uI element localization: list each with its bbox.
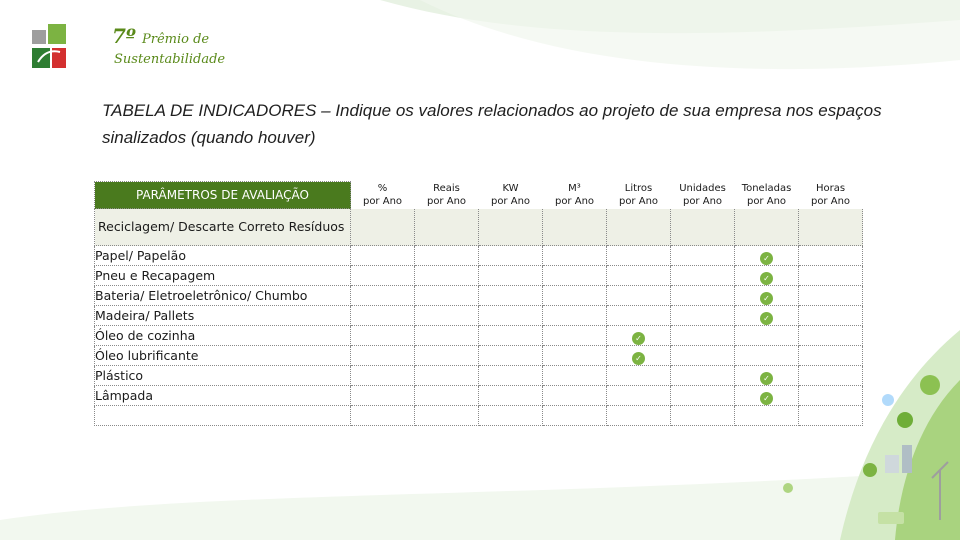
table-row <box>95 286 863 306</box>
input-cell[interactable] <box>543 406 607 426</box>
input-cell[interactable] <box>415 286 479 306</box>
input-cell[interactable] <box>415 306 479 326</box>
row-label: Óleo lubrificante <box>95 346 351 366</box>
input-cell[interactable] <box>671 406 735 426</box>
input-cell[interactable] <box>351 366 415 386</box>
input-cell[interactable] <box>543 266 607 286</box>
input-cell[interactable] <box>735 346 799 366</box>
input-cell[interactable] <box>479 306 543 326</box>
group-label: Reciclagem/ Descarte Correto Resíduos <box>95 209 351 246</box>
table-row <box>95 386 863 406</box>
row-label <box>95 406 351 426</box>
input-cell[interactable] <box>607 266 671 286</box>
table-row <box>95 306 863 326</box>
unit-period: por Ano <box>362 196 403 207</box>
input-cell[interactable] <box>479 209 543 246</box>
input-cell[interactable] <box>415 346 479 366</box>
check-icon: ✓ <box>760 252 773 265</box>
input-cell[interactable] <box>671 386 735 406</box>
input-cell[interactable] <box>735 406 799 426</box>
input-cell[interactable] <box>479 266 543 286</box>
input-cell[interactable] <box>735 386 799 406</box>
input-cell[interactable] <box>607 346 671 366</box>
input-cell[interactable] <box>671 246 735 266</box>
row-label: Plástico <box>95 366 351 386</box>
input-cell[interactable] <box>735 326 799 346</box>
input-cell[interactable] <box>543 306 607 326</box>
input-cell[interactable] <box>415 246 479 266</box>
input-cell[interactable] <box>799 326 863 346</box>
unit-name: Reais <box>433 183 460 194</box>
input-cell[interactable] <box>671 346 735 366</box>
unit-header <box>351 182 415 209</box>
unit-header <box>799 182 863 209</box>
input-cell[interactable] <box>543 209 607 246</box>
unit-header <box>543 182 607 209</box>
page-title: TABELA DE INDICADORES – Indique os valores relacionados ao projeto de sua empresa nos espaços sinalizados (quando houver) <box>102 101 882 147</box>
input-cell[interactable] <box>799 386 863 406</box>
input-cell[interactable] <box>351 266 415 286</box>
input-cell[interactable] <box>671 326 735 346</box>
input-cell[interactable] <box>735 306 799 326</box>
input-cell[interactable] <box>799 266 863 286</box>
table-body <box>95 209 863 426</box>
unit-period: por Ano <box>426 196 467 207</box>
unit-period: por Ano <box>682 196 723 207</box>
unit-name: M³ <box>568 183 581 194</box>
input-cell[interactable] <box>543 346 607 366</box>
input-cell[interactable] <box>799 306 863 326</box>
input-cell[interactable] <box>479 286 543 306</box>
input-cell[interactable] <box>799 366 863 386</box>
unit-period: por Ano <box>746 196 787 207</box>
unit-name: % <box>377 183 388 194</box>
unit-header <box>735 182 799 209</box>
input-cell[interactable] <box>543 366 607 386</box>
input-cell[interactable] <box>351 386 415 406</box>
check-icon: ✓ <box>760 392 773 405</box>
table-row <box>95 346 863 366</box>
logo-award-name: Prêmio de <box>142 32 210 47</box>
input-cell[interactable] <box>479 346 543 366</box>
indicators-table <box>94 181 863 426</box>
input-cell[interactable] <box>479 406 543 426</box>
input-cell[interactable] <box>735 366 799 386</box>
unit-name: Unidades <box>679 183 726 194</box>
input-cell[interactable] <box>799 246 863 266</box>
input-cell[interactable] <box>479 386 543 406</box>
check-icon: ✓ <box>760 272 773 285</box>
check-icon: ✓ <box>760 372 773 385</box>
input-cell[interactable] <box>351 246 415 266</box>
input-cell[interactable] <box>351 346 415 366</box>
input-cell[interactable] <box>607 286 671 306</box>
input-cell[interactable] <box>415 209 479 246</box>
input-cell[interactable] <box>671 366 735 386</box>
input-cell[interactable] <box>607 366 671 386</box>
input-cell[interactable] <box>799 346 863 366</box>
input-cell[interactable] <box>351 406 415 426</box>
input-cell[interactable] <box>479 326 543 346</box>
check-icon: ✓ <box>760 292 773 305</box>
row-label: Madeira/ Pallets <box>95 306 351 326</box>
parameters-header: PARÂMETROS DE AVALIAÇÃO <box>95 182 351 209</box>
input-cell[interactable] <box>607 406 671 426</box>
award-logo <box>30 22 230 74</box>
logo-squares <box>30 22 70 72</box>
check-icon: ✓ <box>760 312 773 325</box>
input-cell[interactable] <box>415 266 479 286</box>
input-cell[interactable] <box>735 286 799 306</box>
input-cell[interactable] <box>415 366 479 386</box>
input-cell[interactable] <box>671 286 735 306</box>
input-cell[interactable] <box>735 266 799 286</box>
input-cell[interactable] <box>735 246 799 266</box>
check-icon: ✓ <box>632 332 645 345</box>
input-cell[interactable] <box>543 326 607 346</box>
input-cell[interactable] <box>415 326 479 346</box>
input-cell[interactable] <box>543 386 607 406</box>
row-label: Pneu e Recapagem <box>95 266 351 286</box>
unit-period: por Ano <box>554 196 595 207</box>
unit-name: Litros <box>624 183 653 194</box>
unit-header <box>671 182 735 209</box>
unit-period: por Ano <box>810 196 851 207</box>
unit-period: por Ano <box>618 196 659 207</box>
unit-header <box>607 182 671 209</box>
row-label: Bateria/ Eletroeletrônico/ Chumbo <box>95 286 351 306</box>
input-cell[interactable] <box>799 406 863 426</box>
input-cell[interactable] <box>479 246 543 266</box>
input-cell[interactable] <box>543 286 607 306</box>
input-cell[interactable] <box>607 246 671 266</box>
input-cell[interactable] <box>607 386 671 406</box>
input-cell[interactable] <box>479 366 543 386</box>
table-row <box>95 326 863 346</box>
input-cell[interactable] <box>351 306 415 326</box>
input-cell[interactable] <box>735 209 799 246</box>
check-icon: ✓ <box>632 352 645 365</box>
unit-name: KW <box>502 183 519 194</box>
input-cell[interactable] <box>351 286 415 306</box>
input-cell[interactable] <box>543 246 607 266</box>
row-label: Lâmpada <box>95 386 351 406</box>
input-cell[interactable] <box>607 326 671 346</box>
unit-name: Toneladas <box>741 183 792 194</box>
logo-theme: Sustentabilidade <box>114 52 226 67</box>
unit-header <box>479 182 543 209</box>
input-cell[interactable] <box>351 326 415 346</box>
table-row <box>95 246 863 266</box>
input-cell[interactable] <box>415 406 479 426</box>
table-row <box>95 406 863 426</box>
row-label: Papel/ Papelão <box>95 246 351 266</box>
input-cell[interactable] <box>671 266 735 286</box>
input-cell[interactable] <box>799 286 863 306</box>
unit-header <box>415 182 479 209</box>
logo-edition: 7º <box>112 24 136 48</box>
group-row <box>95 209 863 246</box>
table-row <box>95 266 863 286</box>
input-cell[interactable] <box>671 306 735 326</box>
input-cell[interactable] <box>671 209 735 246</box>
input-cell[interactable] <box>415 386 479 406</box>
input-cell[interactable] <box>799 209 863 246</box>
input-cell[interactable] <box>607 306 671 326</box>
unit-period: por Ano <box>490 196 531 207</box>
row-label: Óleo de cozinha <box>95 326 351 346</box>
input-cell[interactable] <box>351 209 415 246</box>
input-cell[interactable] <box>607 209 671 246</box>
table-row <box>95 366 863 386</box>
header-row <box>95 182 863 209</box>
unit-name: Horas <box>815 183 846 194</box>
